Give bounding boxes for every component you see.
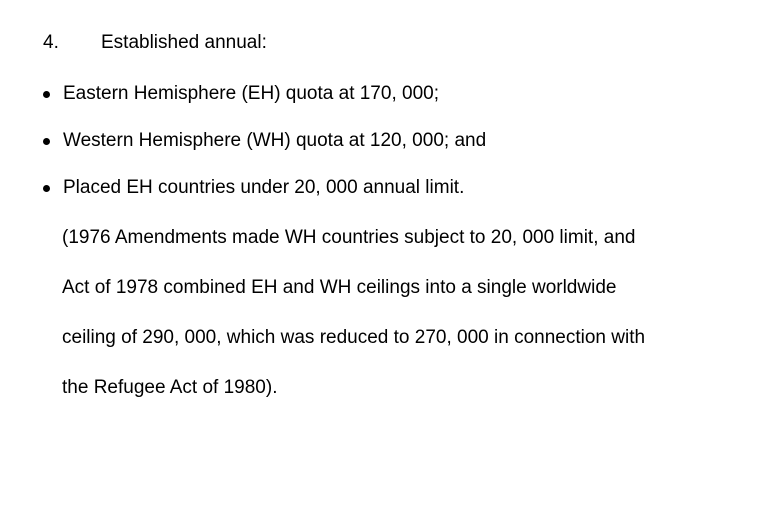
bullet-text: Western Hemisphere (WH) quota at 120, 000; and	[63, 130, 487, 151]
bullet-icon	[43, 138, 50, 145]
bullet-icon	[43, 91, 50, 98]
note-line: Act of 1978 combined EH and WH ceilings into a single worldwide	[62, 277, 617, 298]
bullet-text: Eastern Hemisphere (EH) quota at 170, 000;	[63, 83, 439, 104]
note-line: (1976 Amendments made WH countries subject to 20, 000 limit, and	[62, 227, 636, 248]
bullet-text: Placed EH countries under 20, 000 annual limit.	[63, 177, 465, 198]
note-line: the Refugee Act of 1980).	[62, 377, 278, 398]
note-line: ceiling of 290, 000, which was reduced to 270, 000 in connection with	[62, 327, 646, 348]
bullet-icon	[43, 185, 50, 192]
heading-number: 4.	[43, 32, 59, 53]
amendment-note	[62, 226, 645, 426]
heading-title: Established annual:	[101, 32, 267, 53]
